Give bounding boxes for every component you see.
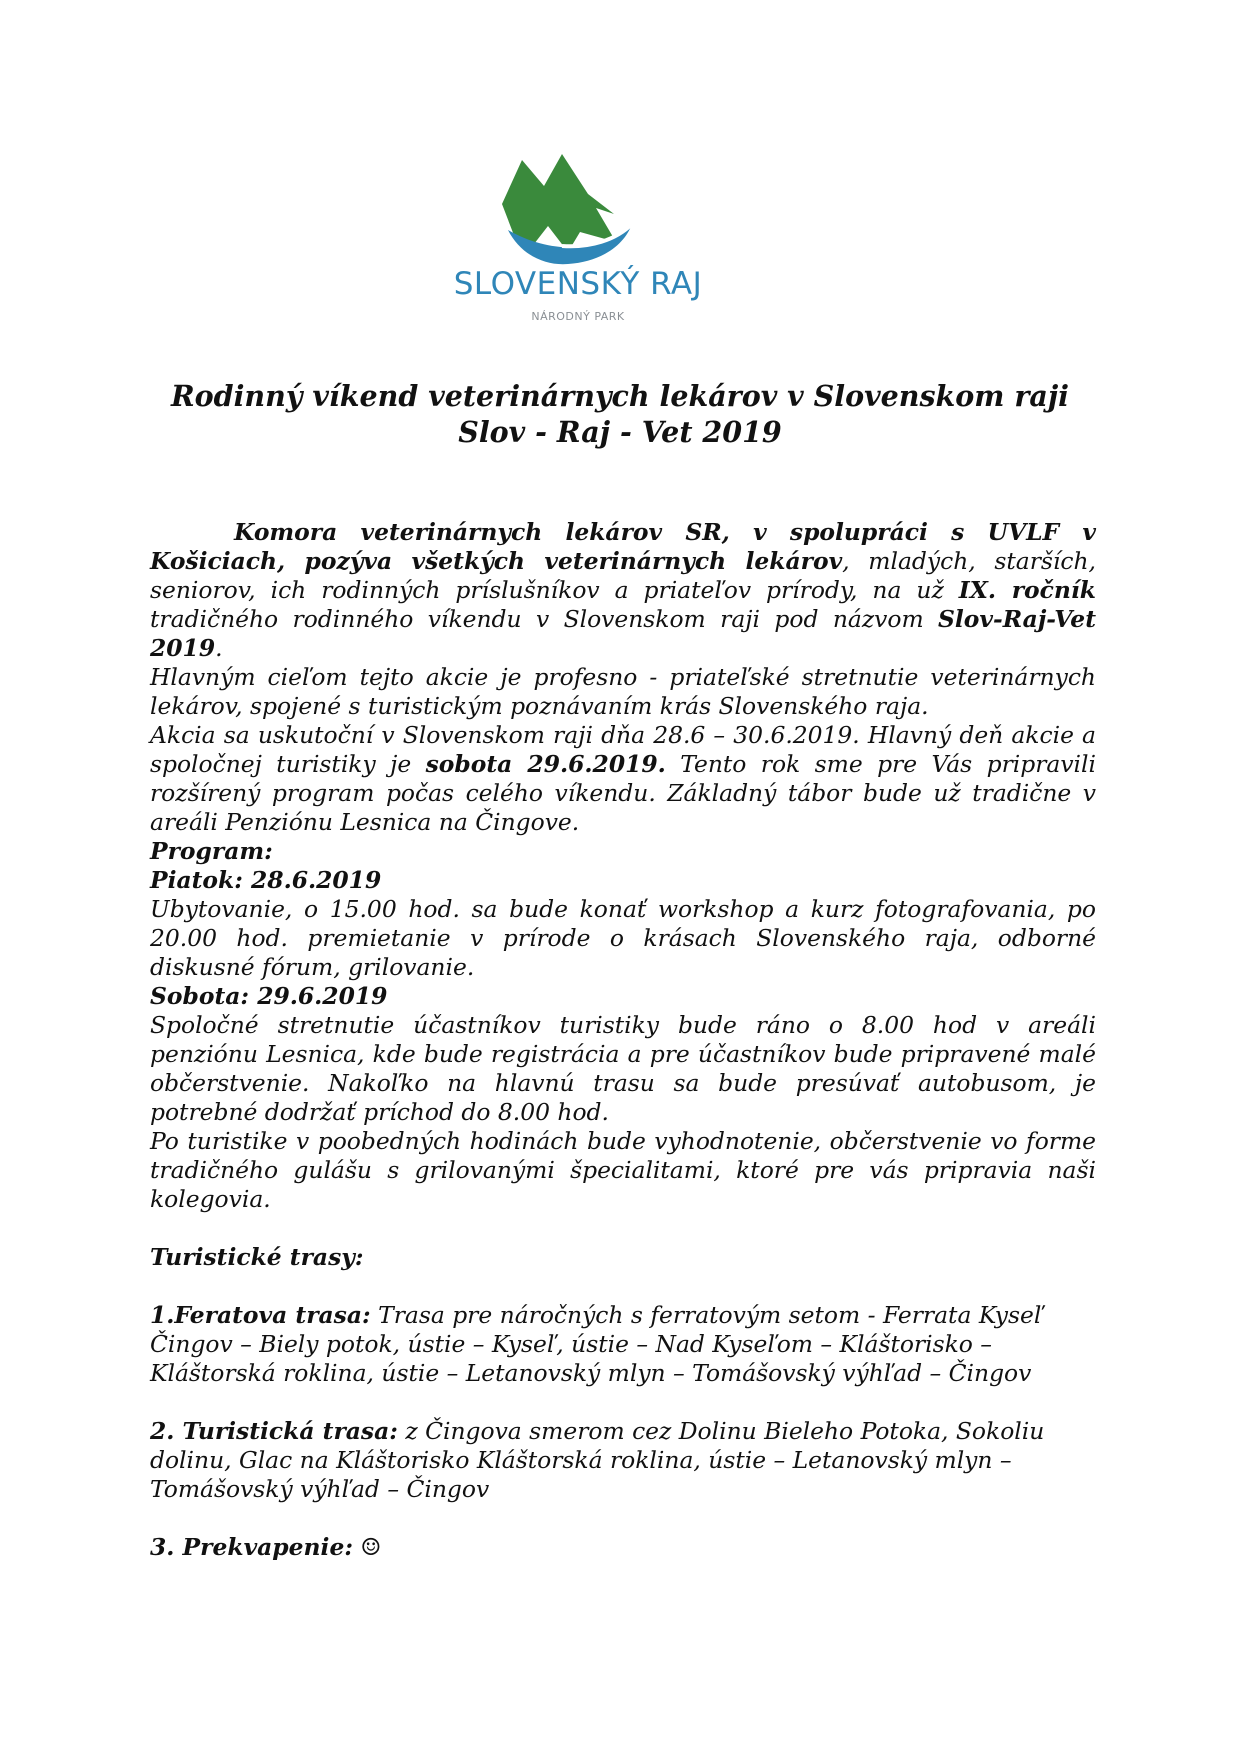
friday-heading: Piatok: 28.6.2019 (150, 866, 382, 894)
intro-bold-3: Slov-Raj-Vet 2019 (150, 605, 1096, 662)
friday-text: Ubytovanie, o 15.00 hod. sa bude konať workshop a kurz fotografovania, po 20.00 hod. premietanie v prírode o krásach Slovenského raja, odborné diskusné fórum, grilovanie. (150, 895, 1096, 981)
wolf-mountain-icon (440, 150, 716, 270)
intro-paragraph (150, 518, 1096, 663)
park-logo (440, 150, 740, 330)
route-1 (150, 1301, 1096, 1388)
route-3 (150, 1533, 1096, 1562)
page-title (140, 378, 1100, 450)
route-1-text: Trasa pre náročných s ferratovým setom - Ferrata Kyseľ Čingov – Biely potok, ústie – Kyseľ, ústie – Nad Kyseľom – Kláštorisko – Kláštorská roklina, ústie – Letanovský mlyn – Tomášovský výhľad – Čingov (150, 1301, 1044, 1387)
route-2-text: z Čingova smerom cez Dolinu Bieleho Potoka, Sokoliu dolinu, Glac na Kláštorisko Kláštorská roklina, ústie – Letanovský mlyn – Tomášovský výhľad – Čingov (150, 1417, 1045, 1503)
saturday-text-1: Spoločné stretnutie účastníkov turistiky bude ráno o 8.00 hod v areáli penziónu Lesnica, kde bude registrácia a pre účastníkov bude pripravené malé občerstvenie. Nakoľko na hlavnú trasu sa bude presúvať autobusom, je potrebné dodržať príchod do 8.00 hod. (150, 1011, 1096, 1126)
routes-heading: Turistické trasy: (150, 1243, 364, 1271)
logo-tagline: NÁRODNÝ PARK (531, 310, 625, 323)
route-2-label: 2. Turistická trasa: (150, 1417, 398, 1445)
intro-text-1: , mladých, starších, seniorov, ich rodinných príslušníkov a priateľov prírody, na už (150, 547, 1096, 604)
intro-bold-1: Komora veterinárnych lekárov SR, v spolupráci s UVLF v Košiciach, pozýva všetkých veterinárnych lekárov (150, 518, 1096, 575)
dates-bold: sobota 29.6.2019. (425, 750, 666, 778)
title-line-2: Slov - Raj - Vet 2019 (458, 415, 782, 449)
document-body (150, 518, 1096, 1562)
saturday-text-2: Po turistike v poobedných hodinách bude vyhodnotenie, občerstvenie vo forme tradičného gulášu s grilovanými špecialitami, ktoré pre vás pripravia naši kolegovia. (150, 1127, 1096, 1213)
intro-text-2: tradičného rodinného víkendu v Slovenskom raji pod názvom (150, 605, 939, 633)
route-2 (150, 1417, 1096, 1504)
route-1-label: 1.Feratova trasa: (150, 1301, 371, 1329)
logo-brand-text: SLOVENSKÝ RAJ (453, 266, 703, 302)
route-3-label: 3. Prekvapenie: (150, 1533, 353, 1561)
dates-text-1: Akcia sa uskutoční v Slovenskom raji dňa 28.6 – 30.6.2019. Hlavný deň akcie a spoločnej turistiky je (150, 721, 1096, 778)
intro-text-3: . (215, 634, 223, 662)
intro-bold-2: IX. ročník (958, 576, 1096, 604)
smiley-icon: ☺ (360, 1533, 382, 1561)
program-heading: Program: (150, 837, 273, 865)
title-line-1: Rodinný víkend veterinárnych lekárov v Slovenskom raji (170, 379, 1069, 413)
dates-paragraph (150, 721, 1096, 837)
dates-text-2: Tento rok sme pre Vás pripravili rozšírený program počas celého víkendu. Základný tábor bude už tradične v areáli Penziónu Lesnica na Čingove. (150, 750, 1096, 836)
goal-paragraph: Hlavným cieľom tejto akcie je profesno - priateľské stretnutie veterinárnych lekárov, spojené s turistickým poznávaním krás Slovenského raja. (150, 663, 1096, 720)
saturday-heading: Sobota: 29.6.2019 (150, 982, 388, 1010)
